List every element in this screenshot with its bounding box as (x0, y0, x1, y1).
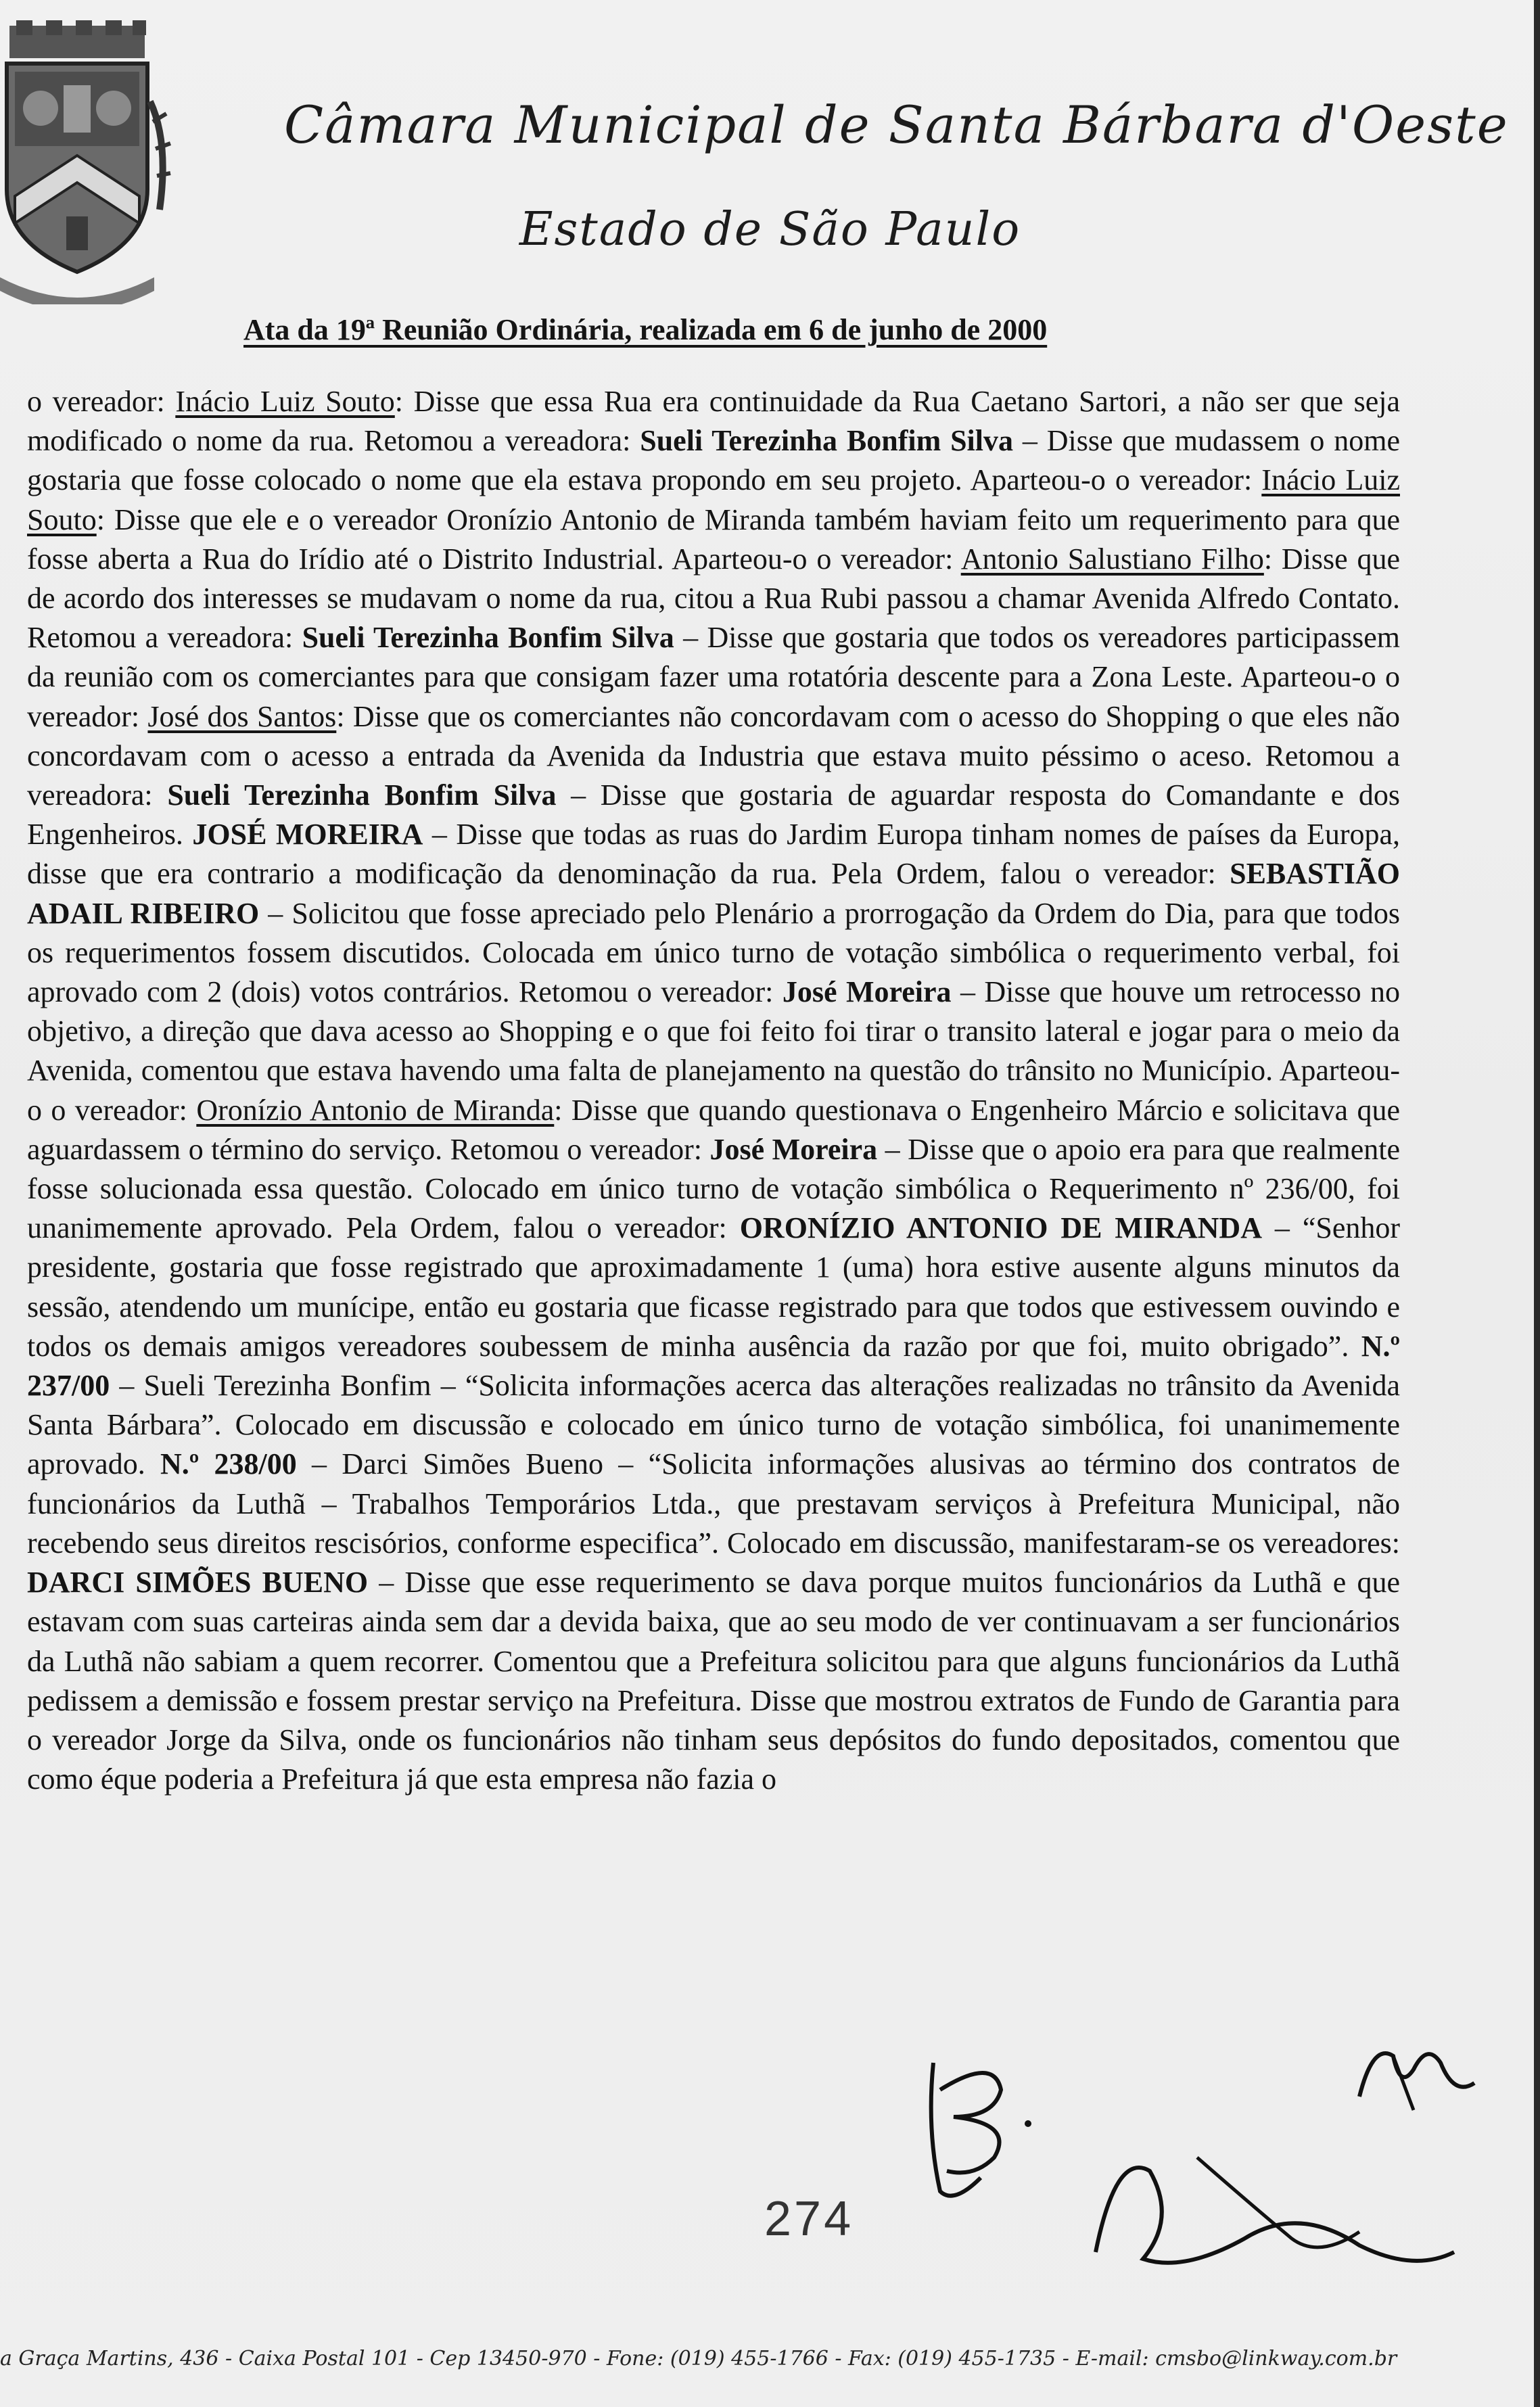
institution-name: Câmara Municipal de Santa Bárbara d'Oeste (284, 95, 1509, 155)
page-number: 274 (764, 2192, 854, 2246)
text-run: – Disse que o apoio era para que realmente fosse solucionada essa questão. Colocado em único turno de votação simbólica o Requerimento nº 236/00, foi unanimemente aprovado. Pela Ordem, falou o vereador: (27, 1132, 1400, 1245)
text-run: : Disse que os comerciantes não concordavam com o acesso do Shopping o que eles não concordavam com o acesso a entrada da Avenida da Industria que estava muito péssimo o aceso. Retomou a vereadora: (27, 699, 1400, 812)
speaker-name: José Moreira (782, 975, 952, 1009)
request-number: N.º 238/00 (160, 1447, 297, 1481)
handwritten-signature (1075, 2015, 1495, 2299)
text-run: – Disse que houve um retrocesso no objetivo, a direção que dava acesso ao Shopping e o que foi feito foi tirar o transito lateral e jogar para o meio da Avenida, comentou que estava havendo uma falta de planejamento na questão do trânsito no Município. Aparteou-o o vereador: (27, 975, 1401, 1127)
text-run: : Disse que essa Rua era continuidade da Rua Caetano Sartori, a não ser que seja modificado o nome da rua. Retomou a vereadora: (27, 385, 1400, 458)
text-run: : Disse que de acordo dos interesses se mudavam o nome da rua, citou a Rua Rubi passou a chamar Avenida Alfredo Contato. Retomou a vereadora: (27, 542, 1400, 655)
text-run: – Darci Simões Bueno – “Solicita informações alusivas ao término dos contratos de funcionários da Luthã – Trabalhos Temporários Ltda., que prestavam serviços à Prefeitura Municipal, não recebendo seus direitos rescisórios, conforme especifica”. Colocado em discussão, manifestaram-se os vereadores: (27, 1447, 1400, 1560)
text-run: – Disse que gostaria de aguardar resposta do Comandante e dos Engenheiros. (27, 778, 1400, 851)
text-run: – Solicitou que fosse apreciado pelo Plenário a prorrogação da Ordem do Dia, para que todos os requerimentos fossem discutidos. Colocada em único turno de votação simbólica o requerimento verbal, foi aprovado com 2 (dois) votos contrários. Retomou o vereador: (27, 896, 1401, 1009)
speaker-name: José dos Santos (147, 699, 337, 733)
handwritten-initials-signature (893, 2036, 1069, 2212)
speaker-name: ORONÍZIO ANTONIO DE MIRANDA (739, 1211, 1262, 1245)
state-name: Estado de São Paulo (519, 203, 1021, 256)
text-run: – Sueli Terezinha Bonfim – “Solicita informações acerca das alterações realizadas no trânsito da Avenida Santa Bárbara”. Colocado em discussão e colocado em único turno de votação simbólica, foi unanimemente aprovado. (27, 1369, 1400, 1481)
speaker-name: Sueli Terezinha Bonfim Silva (640, 424, 1014, 458)
text-run: : Disse que ele e o vereador Oronízio Antonio de Miranda também haviam feito um requerimento para que fosse aberta a Rua do Irídio até o Distrito Industrial. Aparteou-o o vereador: (27, 503, 1400, 576)
speaker-name: SEBASTIÃO ADAIL RIBEIRO (27, 857, 1400, 930)
minutes-title: Ata da 19ª Reunião Ordinária, realizada em 6 de junho de 2000 (243, 313, 1048, 346)
text-run: – “Senhor presidente, gostaria que fosse registrado que aproximadamente 1 (uma) hora estive ausente alguns minutos da sessão, atendendo um munícipe, então eu gostaria que ficasse registrado para que todos que estivessem ouvindo e todos os demais amigos vereadores soubessem de minha ausência da razão por que foi, muito obrigado”. (27, 1211, 1401, 1363)
speaker-name: Inácio Luiz Souto (27, 463, 1400, 536)
speaker-name: Sueli Terezinha Bonfim Silva (167, 778, 557, 812)
speaker-name: JOSÉ MOREIRA (192, 818, 423, 851)
speaker-name: Oronízio Antonio de Miranda (196, 1093, 555, 1127)
text-run: – Disse que mudassem o nome gostaria que fosse colocado o nome que ela estava propondo em seu projeto. Aparteou-o o vereador: (27, 424, 1400, 497)
speaker-name: Sueli Terezinha Bonfim Silva (302, 621, 674, 655)
speaker-name: Antonio Salustiano Filho (960, 542, 1264, 576)
footer-contact: a Graça Martins, 436 - Caixa Postal 101 - Cep 13450-970 - Fone: (019) 455-1766 - Fax: (019) 455-1735 - E-mail: cmsbo@linkway.com.br (0, 2347, 1397, 2370)
minutes-body (27, 382, 1400, 1799)
text-run: : Disse que quando questionava o Engenheiro Márcio e solicitava que aguardassem o término do serviço. Retomou o vereador: (27, 1093, 1400, 1166)
text-run: o vereador: (27, 385, 176, 418)
text-run: – Disse que todas as ruas do Jardim Europa tinham nomes de países da Europa, disse que era contrario a modificação da denominação da rua. Pela Ordem, falou o vereador: (27, 818, 1401, 891)
request-number: N.º 237/00 (27, 1329, 1400, 1403)
coat-of-arms-logo (0, 20, 176, 304)
speaker-name: DARCI SIMÕES BUENO (27, 1566, 369, 1599)
text-run: – Disse que gostaria que todos os vereadores participassem da reunião com os comerciantes para que consigam fazer uma rotatória descente para a Zona Leste. Aparteou-o o vereador: (27, 621, 1400, 733)
scan-edge (1534, 0, 1540, 2407)
text-run: – Disse que esse requerimento se dava porque muitos funcionários da Luthã e que estavam com suas carteiras ainda sem dar a devida baixa, que ao seu modo de ver continuavam a ser funcionários da Luthã não sabiam a quem recorrer. Comentou que a Prefeitura solicitou para que alguns funcionários da Luthã pedissem a demissão e fossem prestar serviço na Prefeitura. Disse que mostrou extratos de Fundo de Garantia para o vereador Jorge da Silva, onde os funcionários não tinham seus depósitos do fundo depositados, comentou que como éque poderia a Prefeitura já que esta empresa não fazia o (27, 1566, 1400, 1796)
speaker-name: José Moreira (709, 1132, 878, 1166)
speaker-name: Inácio Luiz Souto (175, 385, 395, 418)
